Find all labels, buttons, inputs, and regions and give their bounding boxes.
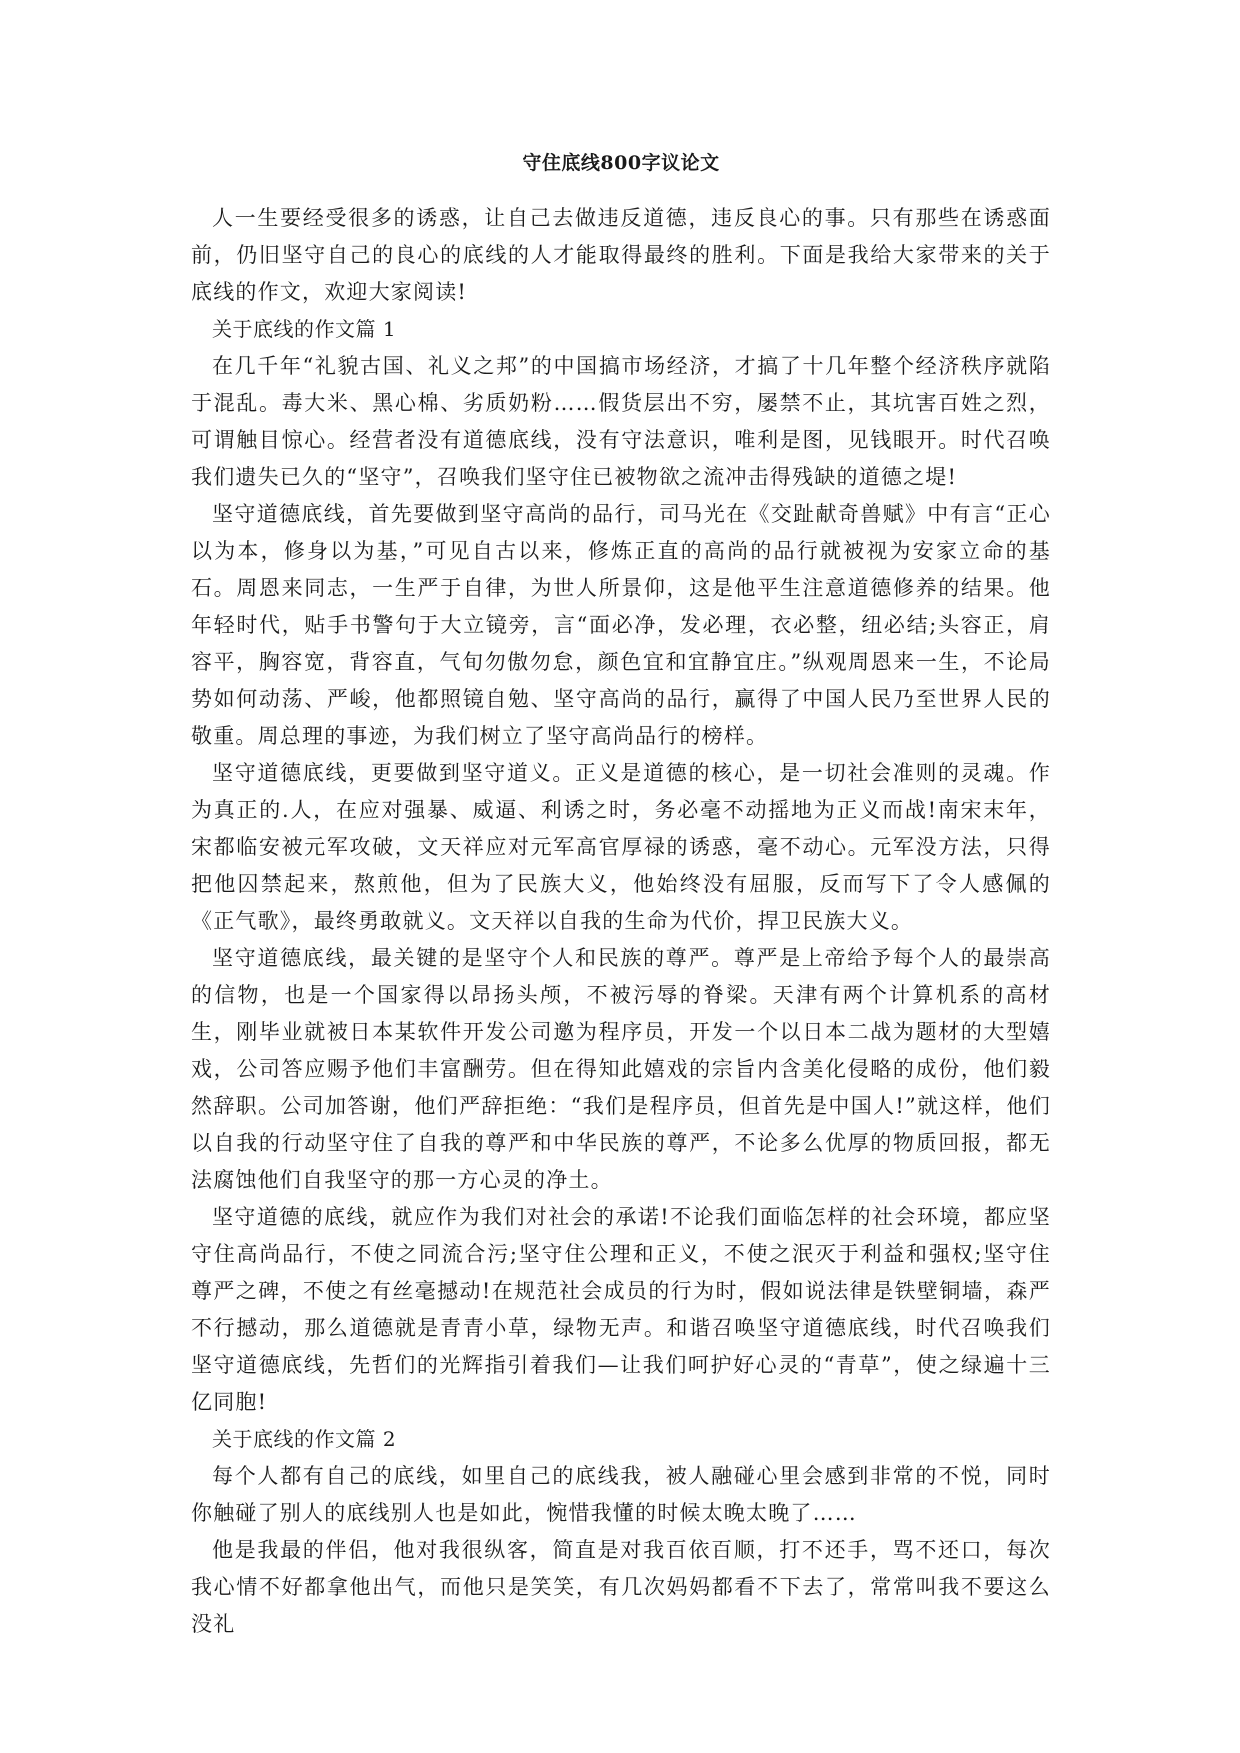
section-1-paragraph-2: 坚守道德底线，首先要做到坚守高尚的品行，司马光在《交趾献奇兽赋》中有言“正心以为本，修身以为基，”可见自古以来，修炼正直的高尚的品行就被视为安家立命的基石。周恩来同志，一生严于自律，为世人所景仰，这是他平生注意道德修养的结果。他年轻时代，贴手书警句于大立镜旁，言“面必净，发必理，衣必整，纽必结;头容正，肩容平，胸容宽，背容直，气旬勿傲勿怠，颜色宜和宜静宜庄。”纵观周恩来一生，不论局势如何动荡、严峻，他都照镜自勉、坚守高尚的品行，赢得了中国人民乃至世界人民的敬重。周总理的事迹，为我们树立了坚守高尚品行的榜样。: [191, 502, 1051, 748]
intro-paragraph: 人一生要经受很多的诱惑，让自己去做违反道德，违反良心的事。只有那些在诱惑面前，仍旧坚守自己的良心的底线的人才能取得最终的胜利。下面是我给大家带来的关于底线的作文，欢迎大家阅读!: [191, 206, 1051, 304]
section-1-paragraph-3: 坚守道德底线，更要做到坚守道义。正义是道德的核心，是一切社会准则的灵魂。作为真正的.人，在应对强暴、威逼、利诱之时，务必毫不动摇地为正义而战!南宋末年，宋都临安被元军攻破，文天祥应对元军高官厚禄的诱惑，毫不动心。元军没方法，只得把他囚禁起来，熬煎他，但为了民族大义，他始终没有屈服，反而写下了令人感佩的《正气歌》，最终勇敢就义。文天祥以自我的生命为代价，捍卫民族大义。: [191, 761, 1051, 933]
section-2-heading: 关于底线的作文篇 2: [212, 1427, 397, 1451]
document-title: 守住底线800字议论文: [522, 152, 720, 174]
section-1-paragraph-1: 在几千年“礼貌古国、礼义之邦”的中国搞市场经济，才搞了十几年整个经济秩序就陷于混乱。毒大米、黑心棉、劣质奶粉……假货层出不穷，屡禁不止，其坑害百姓之烈，可谓触目惊心。经营者没有道德底线，没有守法意识，唯利是图，见钱眼开。时代召唤我们遗失已久的“坚守”，召唤我们坚守住已被物欲之流冲击得残缺的道德之堤!: [191, 354, 1051, 489]
document-page: [191, 148, 1051, 1643]
section-2-paragraph-1: 每个人都有自己的底线，如里自己的底线我，被人融碰心里会感到非常的不悦，同时你触碰了别人的底线别人也是如此，惋惜我懂的时候太晚太晚了……: [191, 1464, 1051, 1525]
section-1-heading: 关于底线的作文篇 1: [212, 317, 397, 341]
section-2-paragraph-2: 他是我最的伴侣，他对我很纵客，简直是对我百依百顺，打不还手，骂不还口，每次我心情不好都拿他出气，而他只是笑笑，有几次妈妈都看不下去了，常常叫我不要这么没礼: [191, 1538, 1051, 1636]
section-1-paragraph-4: 坚守道德底线，最关键的是坚守个人和民族的尊严。尊严是上帝给予每个人的最崇高的信物，也是一个国家得以昂扬头颅，不被污辱的脊梁。天津有两个计算机系的高材生，刚毕业就被日本某软件开发公司邀为程序员，开发一个以日本二战为题材的大型嬉戏，公司答应赐予他们丰富酬劳。但在得知此嬉戏的宗旨内含美化侵略的成份，他们毅然辞职。公司加答谢，他们严辞拒绝：“我们是程序员，但首先是中国人!”就这样，他们以自我的行动坚守住了自我的尊严和中华民族的尊严，不论多么优厚的物质回报，都无法腐蚀他们自我坚守的那一方心灵的净土。: [191, 946, 1051, 1192]
section-1-paragraph-5: 坚守道德的底线，就应作为我们对社会的承诺!不论我们面临怎样的社会环境，都应坚守住高尚品行，不使之同流合污;坚守住公理和正义，不使之泯灭于利益和强权;坚守住尊严之碑，不使之有丝毫撼动!在规范社会成员的行为时，假如说法律是铁壁铜墙，森严不行撼动，那么道德就是青青小草，绿物无声。和谐召唤坚守道德底线，时代召唤我们坚守道德底线，先哲们的光辉指引着我们—让我们呵护好心灵的“青草”，使之绿遍十三亿同胞!: [191, 1205, 1051, 1414]
